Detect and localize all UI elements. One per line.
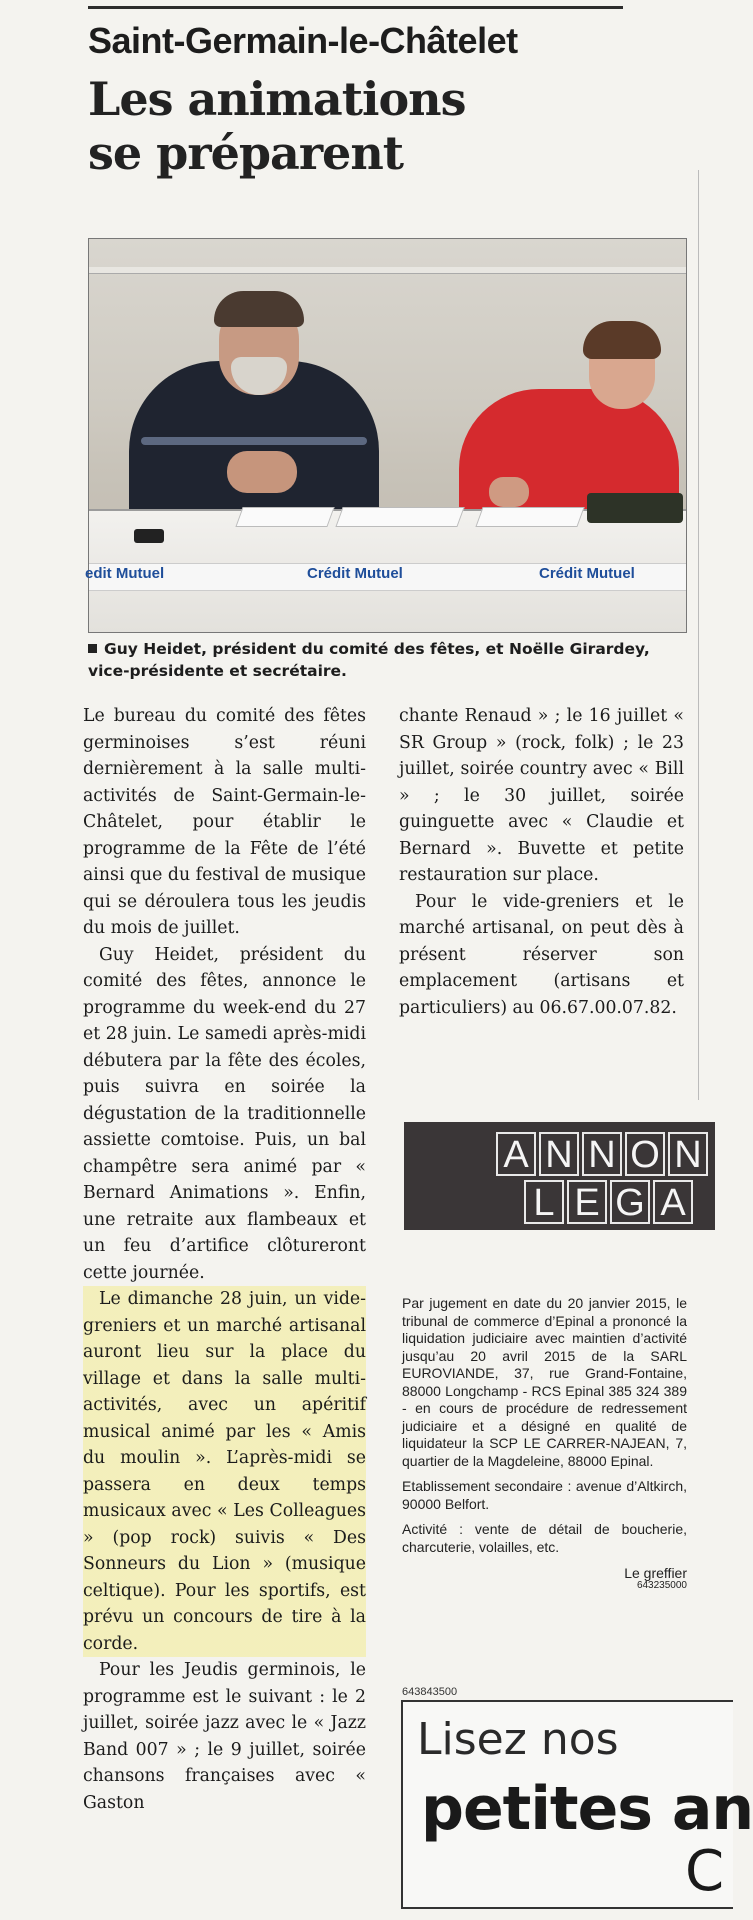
legal-signature [402, 1566, 687, 1591]
article-column-left [83, 703, 366, 1816]
signature-text: Le greffier [624, 1565, 687, 1581]
paper-sheet [335, 507, 464, 527]
caption-text: Guy Heidet, président du comité des fêtes, et Noëlle Girardey, vice-présidente et secrétaire. [88, 640, 650, 680]
woman-hand [489, 477, 529, 507]
article-column-right [399, 703, 684, 1021]
woman-hair [583, 321, 661, 359]
column-rule [698, 170, 699, 1100]
top-rule [88, 6, 623, 9]
article-headline [88, 72, 648, 180]
letter-tile: N [539, 1132, 579, 1176]
man-hands [227, 451, 297, 493]
article-photo [85, 238, 687, 633]
letter-tile: N [582, 1132, 622, 1176]
ad-line-2: petites an [421, 1774, 753, 1844]
paper-sheet [235, 507, 334, 527]
letter-tile: E [567, 1180, 607, 1224]
signature-ref: 643235000 [636, 1580, 687, 1591]
banner-text: Crédit Mutuel [307, 565, 403, 582]
ad-line-1: Lisez nos [417, 1714, 619, 1765]
article-kicker: Saint-Germain-le-Châtelet [88, 20, 518, 61]
paper-sheet [475, 507, 584, 527]
letter-tile: G [610, 1180, 650, 1224]
article-paragraph: Le bureau du comité des fêtes germinoises s’est réuni dernièrement à la salle multi-activités de Saint-Germain-le-Châtelet, pour établir le programme de la Fête de l’été ainsi que du festival de musique qui se déroulera tous les jeudis du mois de juillet. [83, 706, 366, 938]
legal-paragraph: Etablissement secondaire : avenue d’Altkirch, 90000 Belfort. [402, 1478, 687, 1512]
classifieds-ad [401, 1700, 753, 1909]
banner-text: Crédit Mutuel [539, 565, 635, 582]
man-sweater-stripe [141, 437, 367, 445]
letter-tile: N [668, 1132, 708, 1176]
headline-line-2: se préparent [88, 126, 404, 180]
article-paragraph: Pour le vide-greniers et le marché artisanal, on peut dès à présent réserver son emplacement (artisans et particuliers) au 06.67.00.07.82. [399, 891, 684, 1018]
ad-line-3: C [685, 1839, 725, 1904]
letter-tile: L [524, 1180, 564, 1224]
phone [134, 529, 164, 543]
wall-rail [89, 267, 686, 274]
legal-paragraph: Activité : vente de détail de boucherie, charcuterie, volailles, etc. [402, 1521, 687, 1555]
banner-text: edit Mutuel [85, 565, 165, 582]
article-paragraph: chante Renaud » ; le 16 juillet « SR Group » (rock, folk) ; le 23 juillet, soirée country avec « Bill » ; le 30 juillet, soirée guinguette avec « Claudie et Bernard ». Buvette et petite restauration sur place. [399, 706, 684, 885]
headline-line-1: Les animations [88, 72, 466, 126]
article-paragraph: Guy Heidet, président du comité des fêtes, annonce le programme du week-end du 27 et 28 juin. Le samedi après-midi débutera par la fête des écoles, puis suivra en soirée la dégustation de la traditionnelle assiette comtoise. Puis, un bal champêtre sera animé par « Bernard Animations ». Enfin, une retraite aux flambeaux et un feu d’artifice clôtureront cette journée. [83, 944, 366, 1283]
article-paragraph: Pour les Jeudis germinois, le programme est le suivant : le 2 juillet, soirée jazz avec le « Jazz Band 007 » ; le 9 juillet, soirée chansons françaises avec « Gaston [83, 1660, 366, 1813]
binder [587, 493, 683, 523]
letter-tile: O [625, 1132, 665, 1176]
legales-line [524, 1180, 693, 1224]
article-paragraph-highlighted: Le dimanche 28 juin, un vide-greniers et un marché artisanal auront lieu sur la place du village et dans la salle multi-activités, avec un apéritif musical animé par les « Amis du moulin ». L’après-midi se passera en deux temps musicaux avec « Les Colleagues » (pop rock) suivis « Des Sonneurs du Lion » (musique celtique). Pour les sportifs, est prévu un concours de tire à la corde. [83, 1286, 366, 1657]
legal-notice [402, 1295, 687, 1591]
letter-tile: A [653, 1180, 693, 1224]
annonces-legales-header [404, 1122, 715, 1230]
caption-bullet-icon [88, 644, 97, 653]
man-hair [214, 291, 304, 327]
annonces-line [496, 1132, 708, 1176]
letter-tile: A [496, 1132, 536, 1176]
legal-paragraph: Par jugement en date du 20 janvier 2015, le tribunal de commerce d’Epinal a prononcé la liquidation judiciaire avec maintien d’activité jusqu’au 20 avril 2015 de la SARL EUROVIANDE, 37, rue Grand-Fontaine, 88000 Longchamp - RCS Epinal 385 324 389 - en cours de procédure de redressement judiciaire et a désigné en qualité de liquidateur la SCP LE CARRER-NAJEAN, 7, quartier de la Magdeleine, 88000 Epinal. [402, 1295, 687, 1469]
ad-reference: 643843500 [402, 1686, 458, 1698]
photo-caption [88, 638, 688, 682]
